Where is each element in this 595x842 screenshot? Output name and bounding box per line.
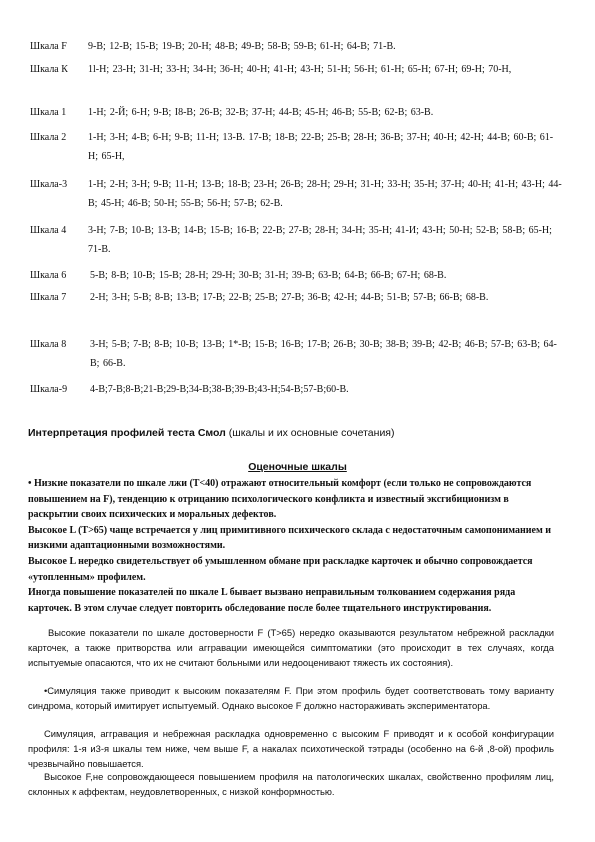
scale-label: Шкала К [30,64,68,75]
section-heading [28,427,395,439]
paragraph [28,626,554,670]
scale-row-4 [30,221,560,259]
scale-items: 1-Н; 3-Н; 4-В; 6-Н; 9-В; 11-Н; 13-В. 17-В; 18-В; 22-В; 25-В; 28-Н; 36-В; 37-Н; 40-Н; 42-Н; 44-В; 60-В; 61-Н; 65-Н, [88,132,554,162]
scale-label: Шкала 8 [30,339,67,350]
scale-items: 1-Н; 2-Й; 6-Н; 9-В; I8-В; 26-В; 32-В; З7-Н; 44-В; 45-Н; 46-В; 55-В; 62-В; 63-В. [88,107,434,118]
section-heading-bold: Интерпретация профилей теста Смол [28,427,226,439]
paragraph-text: Высокие показатели по шкале достоверности F (Т>65) нередко оказываются результатом небрежной раскладки карточек, а также притворства или аггравации имеющейся симптоматики (это происходит в тех случаях, когда испытуемые опасаются, что их не считают больными или недооценивают тяжесть их состояния). [28,627,554,668]
paragraph-text: Симуляция, аггравация и небрежная раскладка одновременно с высоким F приводят и к особой конфигурации профиля: 1-я и3-я шкалы тем ниже, чем выше F, а накалах психотической тэтрады (особенно на 6-й ,8-ой) профиль чрезвычайно повышается. [28,728,554,769]
bold-paragraph: Высокое L нередко свидетельствует об умышленном обмане при раскладке карточек и обычно сопровождается «утопленным» профилем. [28,555,533,583]
scale-items: 1l-Н; 23-Н; 31-Н; 33-Н; 34-Н; 36-Н; 40-Н; 41-Н; 43-Н; 51-Н; 56-Н; 61-Н; 65-Н; 67-Н; 69-Н; 70-Н, [88,64,512,75]
scale-items: 2-Н; 3-Н; 5-В; 8-В; 13-В; 17-В; 22-В; 25-В; 27-В; 36-В; 42-Н; 44-В; 51-В; 57-В; 66-В; 68-В. [90,292,489,303]
bold-paragraph: Иногда повышение показателей по шкале L бывает вызвано неправильным толкованием содержания ряда карточек. В этом случае следует повторить обследование после более тщательного инструктирования. [28,587,516,614]
scale-items: 3-Н; 5-В; 7-В; 8-В; 10-В; 13-В; 1*-В; 15-В; 16-В; 17-В; 26-В; 30-В; 38-В; 39-В; 42-В; 46-В; 57-В; 63-В; 64-В; 66-В. [90,339,557,369]
scale-label: Шкала 6 [30,270,67,281]
scale-label: Шкала-3 [30,179,68,190]
scale-items: 9-В; 12-В; 15-В; 19-В; 20-Н; 48-В; 49-В; 58-В; 59-В; 61-Н; 64-В; 71-В. [88,41,396,52]
paragraph-text: Высокое F,не сопровождающееся повышением профиля на патологических шкалах, свойственно профилям лиц, склонных к аффектам, неудовлетворенных, с низкой конформностью. [28,771,554,797]
section-heading-rest: (шкалы и их основные сочетания) [225,427,395,439]
bold-paragraph: • Низкие показатели по шкале лжи (T<40) отражают относительный комфорт (если только не сопровождаются повышением на F), тенденцию к отрицанию психологического конфликта и известный эксгибиционизм в раскрытии своих психических и моральных дефектов. [28,478,532,521]
subsection-heading: Оценочные шкалы [248,461,347,473]
scale-items: 5-В; 8-В; 10-В; 15-В; 28-Н; 29-Н; 30-В; 31-Н; 39-В; 63-В; 64-В; 66-В; 67-Н; 68-В. [90,270,447,281]
scale-row-k [30,60,560,98]
scale-row-f [30,37,560,56]
bold-paragraph: Высокое L (T>65) чаще встречается у лиц примитивного психического склада с недостаточным самопониманием и низкими адаптационными возможностями. [28,524,552,552]
scale-label: Шкала 2 [30,132,67,143]
scale-row-6 [30,266,560,285]
scale-items: 1-Н; 2-Н; 3-Н; 9-В; 11-Н; 13-В; 18-В; 23-Н; 26-В; 28-Н; 29-Н; 31-Н; 33-Н; 35-Н; 37-Н; 40-Н; 41-Н; 43-Н; 44-В; 45-Н; 46-В; 50-Н; 55-В; 56-Н; 57-В; 62-В. [88,179,562,209]
scale-row-3 [30,175,560,213]
scale-items: 3-Н; 7-В; 10-В; 13-В; 14-В; 15-В; 16-В; 22-В; 27-В; 28-Н; 34-Н; 35-Н; 41-И; 43-Н; 50-Н; 52-В; 58-В; 65-Н; 71-В. [88,225,552,255]
paragraph [28,727,554,771]
scale-label: Шкала F [30,41,67,52]
scale-label: Шкала 7 [30,292,67,303]
lie-scale-block [28,476,554,616]
paragraph-text: •Симуляция также приводит к высоким показателям F. При этом профиль будет соответствовать тому варианту синдрома, который имитирует испытуемый. Однако высокое F должно настораживать экспериментатора. [28,685,554,711]
scale-row-7 [30,288,560,326]
scale-row-8 [30,335,560,373]
scale-row-2 [30,128,560,166]
scale-label: Шкала 1 [30,107,67,118]
paragraph [28,770,554,800]
scale-items: 4-В;7-В;8-В;21-В;29-В;34-В;38-В;39-В;43-Н;54-В;57-В;60-В. [90,384,349,395]
paragraph [28,684,554,714]
scale-label: Шкала-9 [30,384,68,395]
scale-label: Шкала 4 [30,225,67,236]
scale-row-9 [30,380,560,399]
scale-row-1 [30,103,560,122]
